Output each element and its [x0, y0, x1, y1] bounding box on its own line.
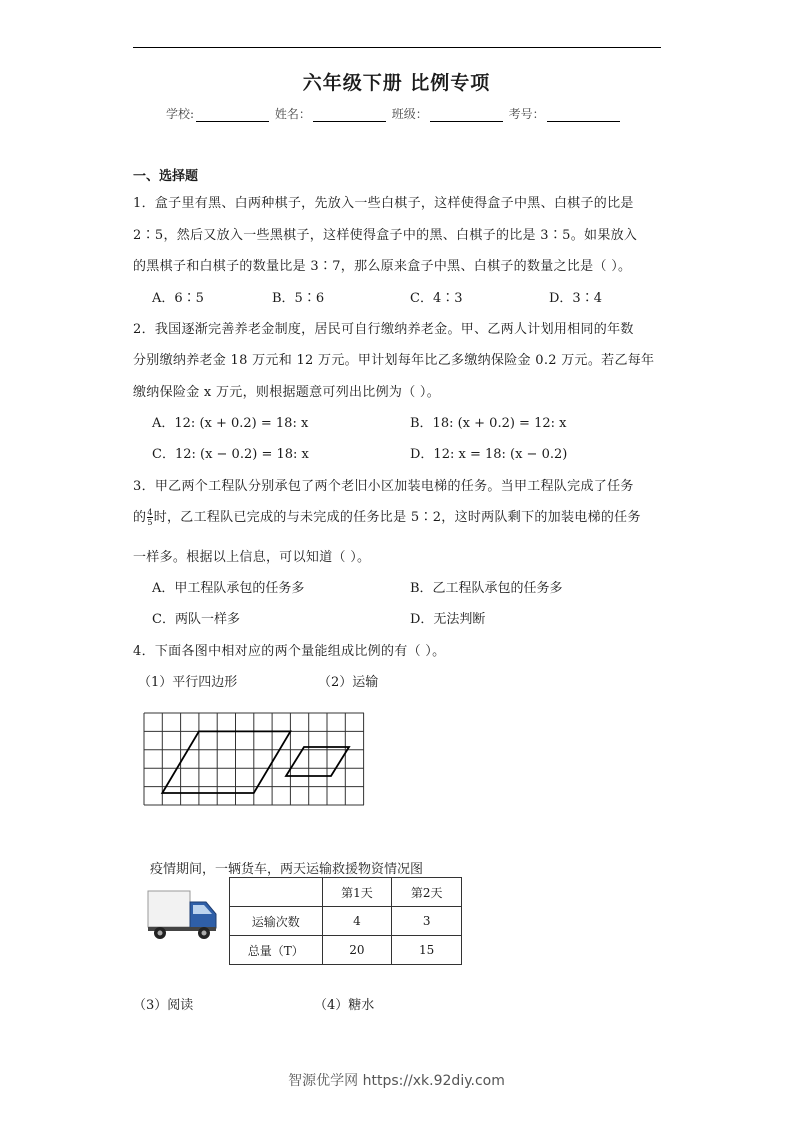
q3-option-b[interactable]: B．乙工程队承包的任务多	[410, 581, 563, 596]
q4-label-sugar-water: （4）糖水	[314, 998, 375, 1013]
table-header-day2: 第2天	[392, 878, 462, 907]
footer-watermark[interactable]: 智源优学网 https://xk.92diy.com	[288, 1073, 505, 1089]
table-header-day1: 第1天	[322, 878, 392, 907]
q3-line2-post: 时，乙工程队已完成的与未完成的任务比是 5∶2，这时两队剩下的加装电梯的任务	[153, 510, 641, 525]
table-cell: 4	[322, 907, 392, 936]
name-blank[interactable]	[313, 108, 386, 122]
q3-option-c[interactable]: C．两队一样多	[152, 612, 240, 627]
q3-line1: 3．甲乙两个工程队分别承包了两个老旧小区加装电梯的任务。当甲工程队完成了任务	[133, 479, 634, 494]
q1-option-a[interactable]: A．6∶5	[152, 291, 204, 306]
transport-caption: 疫情期间，一辆货车，两天运输救援物资情况图	[150, 862, 424, 877]
page-title: 六年级下册 比例专项	[302, 72, 491, 94]
section-heading: 一、选择题	[133, 169, 199, 184]
q2-option-a[interactable]: A．12: (x + 0.2) = 18: x	[152, 416, 309, 431]
table-row	[230, 936, 462, 965]
large-parallelogram	[162, 731, 290, 793]
top-rule	[133, 47, 661, 48]
school-label: 学校:	[166, 107, 195, 121]
table-cell: 15	[392, 936, 462, 965]
q4-label-transport: （2）运输	[318, 675, 379, 690]
transport-table	[229, 877, 462, 965]
q3-line2-pre: 的	[133, 510, 147, 525]
q2-line3: 缴纳保险金 x 万元，则根据题意可列出比例为（ ）。	[133, 385, 441, 400]
fraction-denominator: 5	[147, 518, 153, 527]
table-cell: 运输次数	[230, 907, 323, 936]
q4-label-parallelogram: （1）平行四边形	[138, 675, 238, 690]
q3-line2	[133, 506, 641, 527]
table-cell: 20	[322, 936, 392, 965]
q3-line3: 一样多。根据以上信息，可以知道（ ）。	[133, 550, 371, 565]
q2-line2: 分别缴纳养老金 18 万元和 12 万元。甲计划每年比乙多缴纳保险金 0.2 万元。若乙每年	[133, 353, 655, 368]
school-blank[interactable]	[196, 108, 269, 122]
table-row	[230, 878, 462, 907]
q3-option-a[interactable]: A．甲工程队承包的任务多	[152, 581, 305, 596]
fraction	[147, 508, 152, 527]
number-blank[interactable]	[547, 108, 620, 122]
q1-line3: 的黑棋子和白棋子的数量比是 3∶7，那么原来盒子中黑、白棋子的数量之比是（ ）。	[133, 259, 632, 274]
q2-option-c[interactable]: C．12: (x − 0.2) = 18: x	[152, 447, 309, 462]
q2-option-d[interactable]: D．12: x = 18: (x − 0.2)	[410, 447, 568, 462]
parallelogram-grid-figure	[143, 712, 367, 812]
q2-line1: 2．我国逐渐完善养老金制度，居民可自行缴纳养老金。甲、乙两人计划用相同的年数	[133, 322, 634, 337]
q1-line1: 1．盒子里有黑、白两种棋子，先放入一些白棋子，这样使得盒子中黑、白棋子的比是	[133, 196, 634, 211]
q2-option-b[interactable]: B．18: (x + 0.2) = 12: x	[410, 416, 567, 431]
student-info-row	[166, 105, 622, 122]
table-cell	[230, 878, 323, 907]
class-blank[interactable]	[430, 108, 503, 122]
q1-option-c[interactable]: C．4∶3	[410, 291, 463, 306]
fraction-numerator: 4	[147, 508, 153, 517]
q3-option-d[interactable]: D．无法判断	[410, 612, 486, 627]
table-row	[230, 907, 462, 936]
name-label: 姓名：	[274, 107, 311, 121]
q4-label-reading: （3）阅读	[133, 998, 194, 1013]
table-cell: 总量（T）	[230, 936, 323, 965]
table-cell: 3	[392, 907, 462, 936]
small-parallelogram	[286, 747, 349, 776]
q1-line2: 2∶5，然后又放入一些黑棋子，这样使得盒子中的黑、白棋子的比是 3∶5。如果放入	[133, 228, 638, 243]
truck-icon	[146, 888, 220, 942]
class-label: 班级：	[391, 107, 428, 121]
q1-option-d[interactable]: D．3∶4	[549, 291, 602, 306]
number-label: 考号：	[508, 107, 545, 121]
q4-line1: 4．下面各图中相对应的两个量能组成比例的有（ ）。	[133, 644, 446, 659]
q1-option-b[interactable]: B．5∶6	[272, 291, 325, 306]
